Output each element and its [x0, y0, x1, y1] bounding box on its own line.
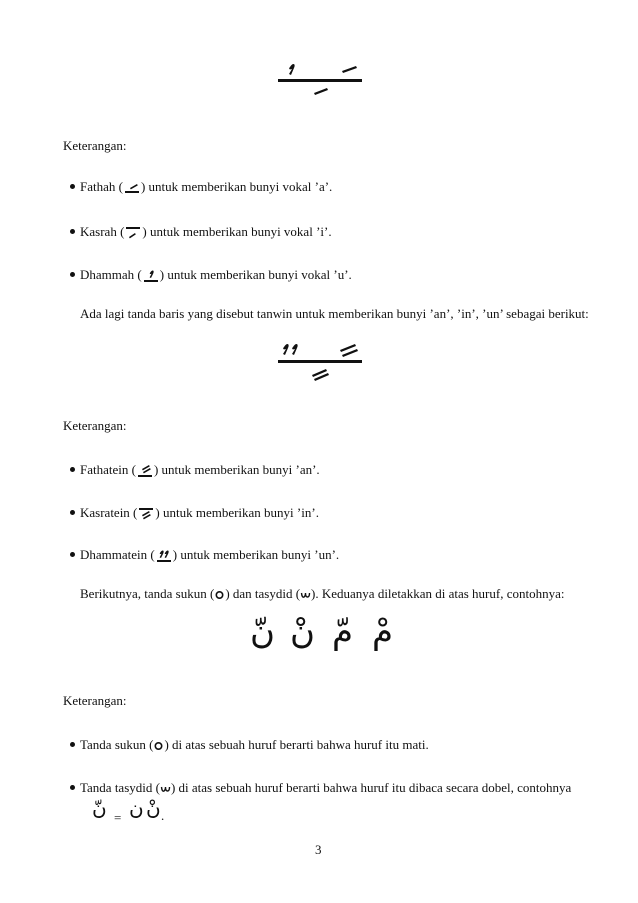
arabic-example-2: نْ [290, 612, 315, 652]
sukun-icon [214, 587, 225, 603]
sukun-intro-a: Berikutnya, tanda sukun ( [80, 586, 215, 601]
kasrah-label: Kasrah ( [80, 224, 125, 239]
kasrah-desc: ) untuk memberikan bunyi vokal ’i’. [142, 224, 332, 239]
fathatein-icon [136, 463, 154, 479]
sukun-icon [153, 738, 164, 754]
kasrah-icon [124, 225, 142, 241]
kasrah-mark [314, 88, 328, 95]
list-item-kasratein [80, 505, 319, 522]
arabic-example-4: مْ [372, 612, 394, 652]
tanwin-intro: Ada lagi tanda baris yang disebut tanwin untuk memberikan bunyi ’an’, ’in’, ’un’ sebagai berikut: [80, 306, 589, 321]
sukun-note-a: Tanda sukun ( [80, 737, 154, 752]
sukun-note-b: ) di atas sebuah huruf berarti bahwa huruf itu mati. [164, 737, 429, 752]
list-item-dhammatein [80, 547, 339, 564]
dhammah-mark [289, 64, 295, 75]
sukun-intro-b: ) dan tasydid ( [225, 586, 301, 601]
baseline-bar [278, 360, 362, 363]
kasratein-label: Kasratein ( [80, 505, 138, 520]
baseline-bar [278, 79, 362, 82]
sukun-intro [80, 586, 564, 603]
tanwin-figure-svg [272, 338, 368, 388]
dhammatein-desc: ) untuk memberikan bunyi ’un’. [172, 547, 340, 562]
page-number: 3 [315, 842, 322, 857]
dhammatein-mark-2 [292, 344, 298, 355]
bullet-dot [70, 467, 75, 472]
tasydid-icon [160, 781, 171, 797]
fathah-icon [123, 180, 141, 196]
fathatein-label: Fathatein ( [80, 462, 136, 477]
fathatein-desc: ) untuk memberikan bunyi ’an’. [153, 462, 320, 477]
dhammatein-icon [155, 548, 173, 564]
tanwin-figure [272, 338, 368, 388]
fathah-desc: ) untuk memberikan bunyi vokal ’a’. [140, 179, 333, 194]
list-item-dhammah [80, 267, 352, 284]
equation-period: . [161, 808, 165, 823]
equation-rhs-1: ن [129, 796, 144, 820]
tasydid-icon [300, 587, 311, 603]
fathah-label: Fathah ( [80, 179, 123, 194]
bullet-dot [70, 510, 75, 515]
bullet-dot [70, 552, 75, 557]
dhammah-label: Dhammah ( [80, 267, 142, 282]
equation-lhs: نّ [92, 796, 107, 820]
equation-rhs-2: نْ [146, 796, 161, 820]
bullet-dot [70, 785, 75, 790]
list-item-sukun [80, 737, 429, 754]
list-item-kasrah [80, 224, 332, 241]
bullet-dot [70, 229, 75, 234]
keterangan-heading-1: Keterangan: [63, 138, 127, 153]
fathah-mark [342, 66, 357, 73]
harakat-figure [270, 58, 370, 108]
sukun-intro-c: ). Keduanya diletakkan di atas huruf, contohnya: [311, 586, 565, 601]
arabic-example-1: نّ [250, 612, 275, 652]
arabic-example-3: مّ [332, 612, 354, 652]
harakat-figure-svg [270, 58, 370, 108]
tasydid-note-b: ) di atas sebuah huruf berarti bahwa huruf itu dibaca secara dobel, contohnya [170, 780, 572, 795]
kasratein-icon [137, 506, 155, 522]
dhammah-desc: ) untuk memberikan bunyi vokal ’u’. [159, 267, 352, 282]
list-item-fathatein [80, 462, 320, 479]
bullet-dot [70, 184, 75, 189]
list-item-fathah [80, 179, 332, 196]
kasratein-desc: ) untuk memberikan bunyi ’in’. [155, 505, 319, 520]
bullet-dot [70, 742, 75, 747]
keterangan-heading-3: Keterangan: [63, 693, 127, 708]
keterangan-heading-2: Keterangan: [63, 418, 127, 433]
bullet-dot [70, 272, 75, 277]
dhammatein-label: Dhammatein ( [80, 547, 155, 562]
tasydid-note-a: Tanda tasydid ( [80, 780, 160, 795]
equation-equals: = [114, 810, 122, 825]
dhammatein-mark-1 [283, 344, 289, 355]
dhammah-icon [142, 268, 160, 284]
list-item-tasydid [80, 780, 571, 797]
